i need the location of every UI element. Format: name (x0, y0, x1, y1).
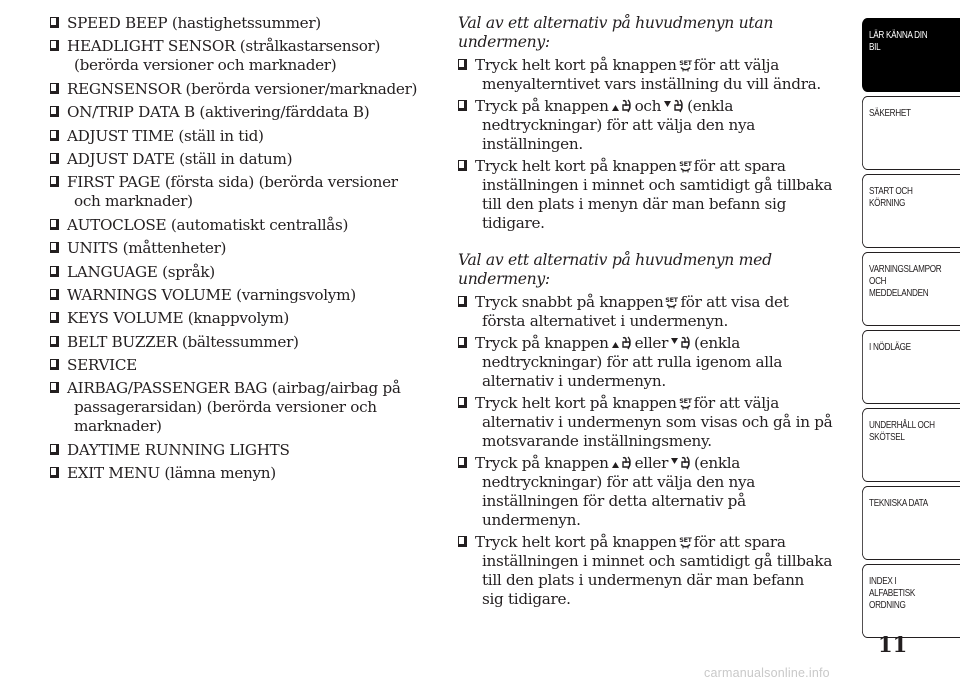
tab-i-nodlage[interactable]: I NÖDLÄGE (862, 330, 960, 404)
section-heading: Val av ett alternativ på huvudmenyn med undermeny: (458, 251, 772, 288)
svg-text:SET: SET (665, 296, 679, 304)
tab-start-och-korning[interactable]: START OCH KÖRNING (862, 174, 960, 248)
set-button-icon (679, 160, 692, 173)
page-number: 11 (878, 632, 908, 657)
instruction-step: Tryck helt kort på knappen SET för att välja menyalterntivet vars inställning du vill ändra. (458, 56, 842, 94)
bullet-square (458, 337, 467, 348)
list-item: EXIT MENU (lämna menyn) (50, 464, 450, 483)
bullet-square (50, 289, 59, 300)
tab-lar-kanna-din-bil[interactable]: LÄR KÄNNA DIN BIL (862, 18, 960, 92)
up-button-icon (611, 335, 633, 350)
list-item: SERVICE (50, 356, 450, 375)
bullet-square (50, 219, 59, 230)
instruction-step: Tryck helt kort på knappen SET för att spara inställningen i minnet och samtidigt gå tillbaka till den plats i menyn där man befann sig tidigare. (458, 157, 842, 233)
instruction-step: Tryck helt kort på knappen SET för att spara inställningen i minnet och samtidigt gå tillbaka till den plats i undermenyn där man befann sig tidigare. (458, 533, 842, 609)
list-item: AUTOCLOSE (automatiskt centrallås) (50, 216, 450, 235)
bullet-square (458, 100, 467, 111)
bullet-square (50, 242, 59, 253)
list-item: DAYTIME RUNNING LIGHTS (50, 441, 450, 460)
set-button-icon (679, 536, 692, 549)
bullet-square (50, 312, 59, 323)
list-item: ON/TRIP DATA B (aktivering/färddata B) (50, 103, 450, 122)
bullet-square (458, 397, 467, 408)
svg-text:SET: SET (678, 59, 692, 67)
list-item: AIRBAG/PASSENGER BAG (airbag/airbag på passagerarsidan) (berörda versioner och marknader) (50, 379, 450, 436)
list-item: HEADLIGHT SENSOR (strålkastarsensor) (berörda versioner och marknader) (50, 37, 450, 75)
bullet-square (458, 536, 467, 547)
tab-varningslampor[interactable]: VARNINGSLAMPOR OCH MEDDELANDEN (862, 252, 960, 326)
bullet-square (50, 336, 59, 347)
instruction-step: Tryck på knappen och (enkla nedtryckningar) för att välja den nya inställningen. (458, 97, 842, 154)
list-item: FIRST PAGE (första sida) (berörda versioner och marknader) (50, 173, 450, 211)
list-item: ADJUST TIME (ställ in tid) (50, 127, 450, 146)
list-item: WARNINGS VOLUME (varningsvolym) (50, 286, 450, 305)
instructions-column (458, 14, 842, 612)
bullet-square (50, 467, 59, 478)
bullet-square (50, 176, 59, 187)
instruction-step: Tryck snabbt på knappen SET för att visa det första alternativet i undermenyn. (458, 293, 842, 331)
list-item: ADJUST DATE (ställ in datum) (50, 150, 450, 169)
set-button-icon (665, 296, 678, 309)
down-button-icon (663, 98, 685, 113)
bullet-square (50, 382, 59, 393)
svg-text:SET: SET (678, 160, 692, 168)
set-button-icon (679, 59, 692, 72)
instruction-step: Tryck på knappen eller (enkla nedtryckningar) för att rulla igenom alla alternativ i undermenyn. (458, 334, 842, 391)
bullet-square (458, 296, 467, 307)
list-item: BELT BUZZER (bältessummer) (50, 333, 450, 352)
section-heading: Val av ett alternativ på huvudmenyn utan undermeny: (458, 14, 774, 51)
tab-sakerhet[interactable]: SÄKERHET (862, 96, 960, 170)
down-button-icon (670, 335, 692, 350)
svg-text:SET: SET (678, 536, 692, 544)
list-item: UNITS (måttenheter) (50, 239, 450, 258)
up-button-icon (611, 455, 633, 470)
list-item: REGNSENSOR (berörda versioner/marknader) (50, 80, 450, 99)
tab-index[interactable]: INDEX I ALFABETISK ORDNING (862, 564, 960, 638)
bullet-square (50, 130, 59, 141)
bullet-square (458, 457, 467, 468)
bullet-square (50, 359, 59, 370)
instruction-step: Tryck på knappen eller (enkla nedtryckningar) för att välja den nya inställningen för detta alternativ på undermenyn. (458, 454, 842, 530)
list-item: LANGUAGE (språk) (50, 263, 450, 282)
watermark: carmanualsonline.info (704, 666, 830, 680)
set-button-icon (679, 397, 692, 410)
up-button-icon (611, 98, 633, 113)
bullet-square (50, 153, 59, 164)
tab-tekniska-data[interactable]: TEKNISKA DATA (862, 486, 960, 560)
bullet-square (50, 106, 59, 117)
bullet-square (50, 40, 59, 51)
bullet-square (458, 160, 467, 171)
instruction-step: Tryck helt kort på knappen SET för att välja alternativ i undermenyn som visas och gå in på motsvarande inställningsmeny. (458, 394, 842, 451)
chapter-tabs (852, 0, 960, 686)
bullet-square (50, 17, 59, 28)
list-item: KEYS VOLUME (knappvolym) (50, 309, 450, 328)
tab-underhall-och-skotsel[interactable]: UNDERHÅLL OCH SKÖTSEL (862, 408, 960, 482)
svg-text:SET: SET (678, 397, 692, 405)
settings-menu-list (50, 14, 450, 488)
bullet-square (50, 266, 59, 277)
bullet-square (50, 83, 59, 94)
bullet-square (50, 444, 59, 455)
list-item: SPEED BEEP (hastighetssummer) (50, 14, 450, 33)
bullet-square (458, 59, 467, 70)
down-button-icon (670, 455, 692, 470)
